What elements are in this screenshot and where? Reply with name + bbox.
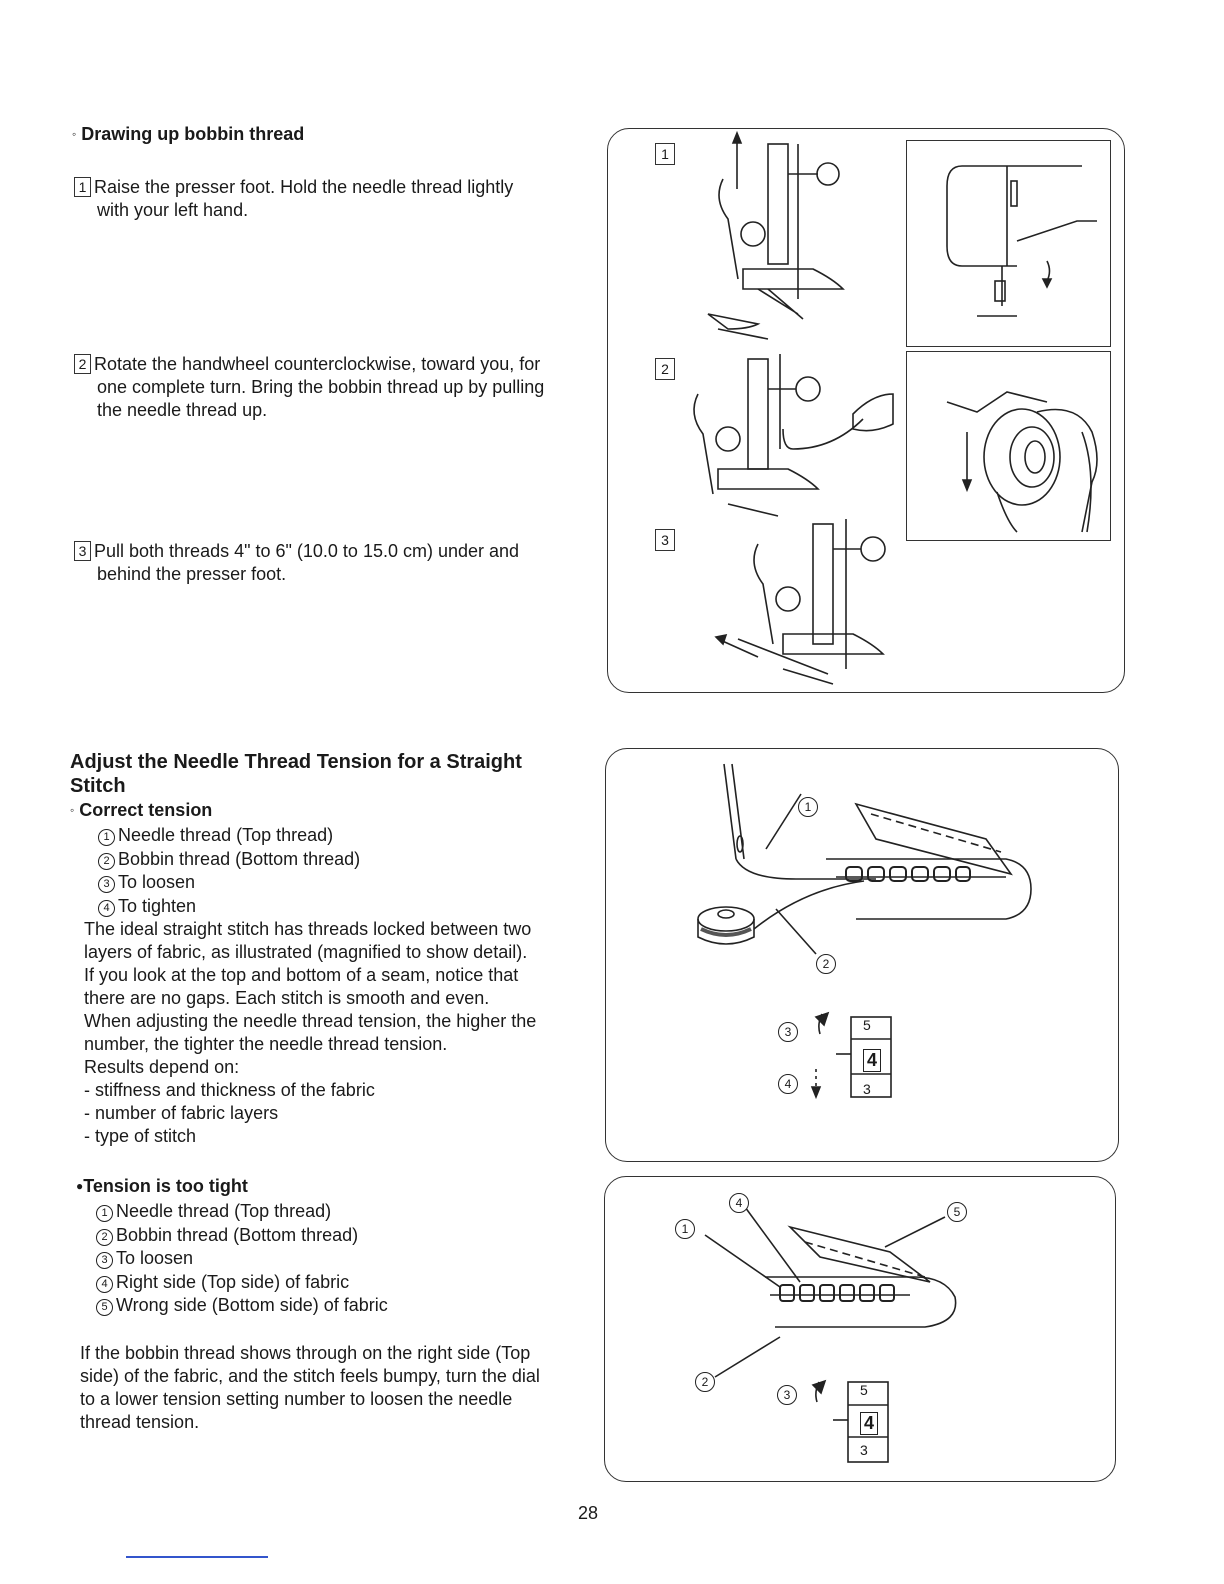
- heading-text: Tension is too tight: [83, 1176, 248, 1196]
- callout-to-loosen: 3: [778, 1022, 798, 1042]
- machine-head-illustration: [907, 141, 1110, 346]
- bobbin-thread-figure: [607, 128, 1125, 693]
- dial-number-high: 5: [863, 1017, 871, 1033]
- paragraph-line: If you look at the top and bottom of a seam, notice that: [84, 965, 519, 985]
- legend-text: Bobbin thread (Bottom thread): [118, 848, 361, 869]
- tension-section-heading: Adjust the Needle Thread Tension for a Straight Stitch: [70, 751, 522, 797]
- paragraph-line: there are no gaps. Each stitch is smooth and even.: [84, 988, 490, 1008]
- legend-item: [98, 824, 360, 848]
- callout-to-loosen: 3: [777, 1385, 797, 1405]
- legend-item: [98, 871, 360, 895]
- legend-text: Needle thread (Top thread): [118, 825, 334, 845]
- paragraph-line: When adjusting the needle thread tension, the higher the: [84, 1011, 537, 1031]
- legend-item: [96, 1247, 388, 1271]
- legend-item: [96, 1294, 388, 1318]
- paragraph-line: - number of fabric layers: [84, 1103, 279, 1123]
- paragraph-line: Results depend on:: [84, 1057, 240, 1077]
- legend-number: 5: [96, 1299, 113, 1316]
- figure-step-label-3: 3: [655, 529, 675, 551]
- legend-item: [96, 1224, 388, 1248]
- legend-text: To tighten: [118, 895, 197, 916]
- legend-item: [98, 848, 360, 872]
- step-number: 2: [74, 354, 91, 374]
- tight-tension-legend: [96, 1200, 388, 1318]
- legend-number: 4: [96, 1276, 113, 1293]
- legend-number: 4: [98, 900, 115, 917]
- correct-tension-heading: [70, 800, 212, 821]
- handwheel-detail-1: [906, 140, 1111, 347]
- callout-needle-thread: 1: [798, 797, 818, 817]
- heading-text: Correct tension: [79, 800, 213, 820]
- callout-wrong-side: 5: [947, 1202, 967, 1222]
- drawing-up-bobbin-heading: [72, 124, 304, 145]
- paragraph-line: to a lower tension setting number to loosen the needle: [80, 1389, 513, 1409]
- figure-step-label-1: 1: [655, 143, 675, 165]
- correct-tension-paragraph: [84, 918, 594, 1148]
- paragraph-line: If the bobbin thread shows through on the right side (Top: [80, 1343, 531, 1363]
- step-3: [74, 540, 584, 586]
- legend-number: 1: [98, 829, 115, 846]
- callout-to-tighten: 4: [778, 1074, 798, 1094]
- heading-text: Drawing up bobbin thread: [81, 124, 305, 144]
- dial-number-current: 4: [863, 1049, 881, 1072]
- paragraph-line: The ideal straight stitch has threads locked between two: [84, 919, 532, 939]
- handwheel-detail-2: [906, 351, 1111, 541]
- legend-number: 2: [98, 853, 115, 870]
- stitch-illustration-correct: [606, 749, 1118, 1161]
- callout-needle-thread: 1: [675, 1219, 695, 1239]
- step-line: Pull both threads 4" to 6" (10.0 to 15.0 cm) under and: [94, 541, 520, 561]
- figure-step-label-2: 2: [655, 358, 675, 380]
- paragraph-line: - stiffness and thickness of the fabric: [84, 1080, 375, 1100]
- legend-number: 3: [98, 876, 115, 893]
- paragraph-line: side) of the fabric, and the stitch feels bumpy, turn the dial: [80, 1366, 540, 1386]
- tight-tension-paragraph: [80, 1342, 590, 1434]
- legend-item: [98, 895, 360, 919]
- dial-number-high: 5: [860, 1382, 868, 1398]
- correct-tension-figure: [605, 748, 1119, 1162]
- legend-text: Needle thread (Top thread): [116, 1201, 332, 1221]
- bullet-icon: ●: [76, 1179, 84, 1193]
- legend-number: 2: [96, 1229, 113, 1246]
- legend-item: [96, 1200, 388, 1224]
- tension-too-tight-heading: [76, 1176, 248, 1197]
- dial-number-low: 3: [860, 1442, 868, 1458]
- step-line: one complete turn. Bring the bobbin thread up by pulling: [97, 377, 545, 397]
- handwheel-rotation-illustration: [907, 352, 1110, 540]
- legend-item: [96, 1271, 388, 1295]
- step-line: Rotate the handwheel counterclockwise, toward you, for: [94, 354, 541, 374]
- footer-rule: [126, 1556, 268, 1558]
- step-line: with your left hand.: [97, 200, 249, 220]
- tight-tension-figure: [604, 1176, 1116, 1482]
- dial-number-current: 4: [860, 1412, 878, 1435]
- bullet-icon: ◦: [70, 803, 75, 817]
- step-line: the needle thread up.: [97, 400, 268, 420]
- bullet-icon: ◦: [72, 127, 77, 141]
- callout-right-side: 4: [729, 1193, 749, 1213]
- legend-text: Wrong side (Bottom side) of fabric: [116, 1295, 388, 1315]
- step-number: 3: [74, 541, 91, 561]
- paragraph-line: - type of stitch: [84, 1126, 197, 1146]
- step-line: behind the presser foot.: [97, 564, 287, 584]
- step-2: [74, 353, 584, 422]
- dial-number-low: 3: [863, 1081, 871, 1097]
- paragraph-line: layers of fabric, as illustrated (magnified to show detail).: [84, 942, 528, 962]
- page-number: 28: [578, 1503, 599, 1523]
- paragraph-line: thread tension.: [80, 1412, 200, 1432]
- correct-tension-legend: [98, 824, 360, 918]
- legend-text: To loosen: [118, 872, 196, 892]
- step-1: [74, 176, 584, 222]
- legend-number: 1: [96, 1205, 113, 1222]
- legend-text: To loosen: [116, 1248, 194, 1268]
- paragraph-line: number, the tighter the needle thread tension.: [84, 1034, 448, 1054]
- legend-text: Right side (Top side) of fabric: [116, 1271, 350, 1292]
- step-line: Raise the presser foot. Hold the needle thread lightly: [94, 177, 514, 197]
- legend-text: Bobbin thread (Bottom thread): [116, 1224, 359, 1245]
- step-number: 1: [74, 177, 91, 197]
- callout-bobbin-thread: 2: [695, 1372, 715, 1392]
- legend-number: 3: [96, 1252, 113, 1269]
- callout-bobbin-thread: 2: [816, 954, 836, 974]
